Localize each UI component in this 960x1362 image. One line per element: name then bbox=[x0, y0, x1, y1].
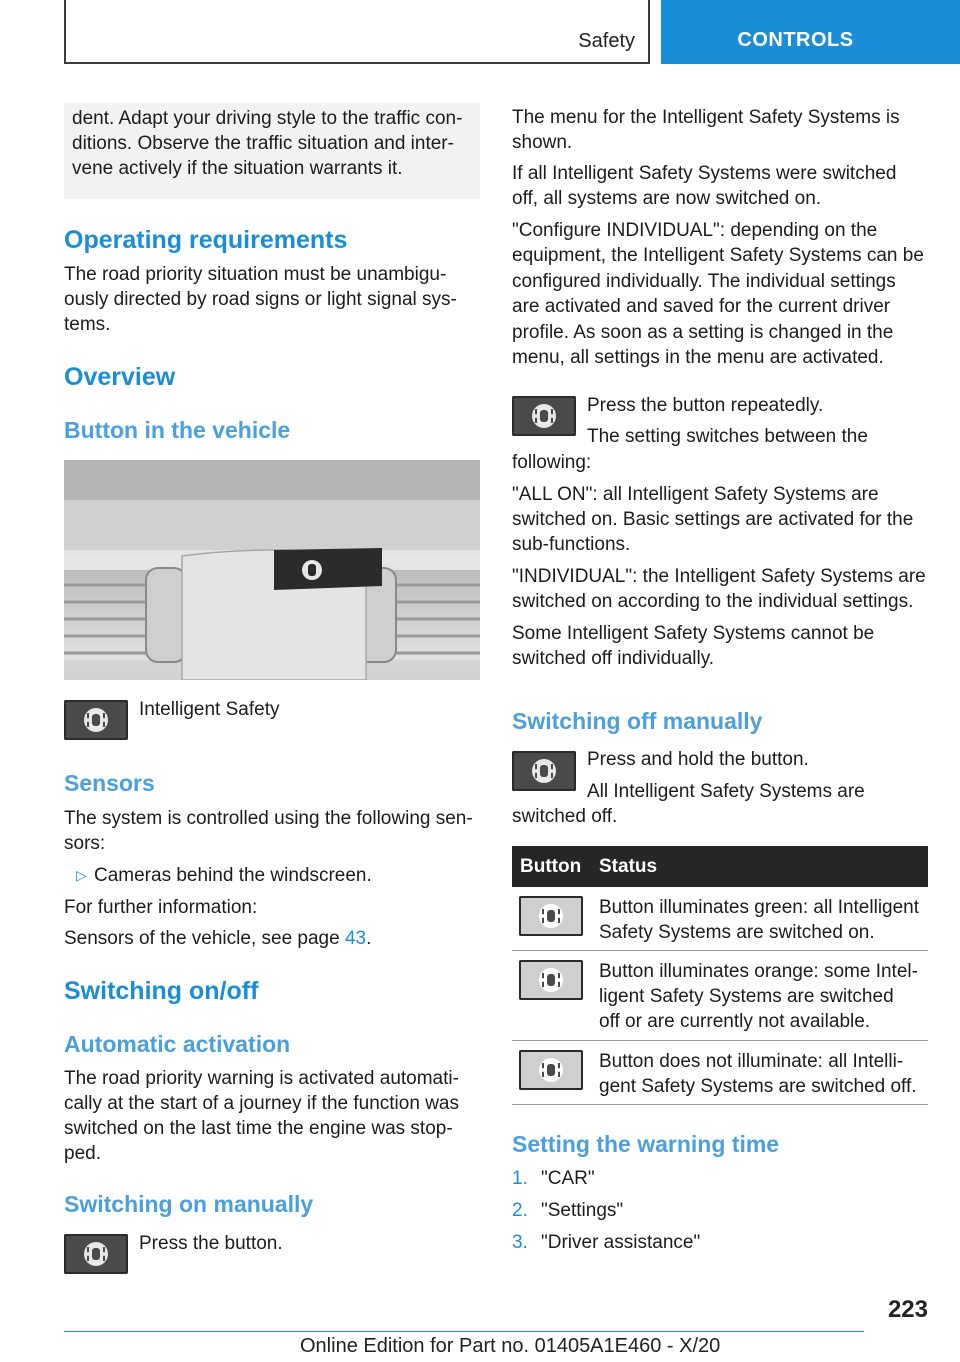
switches-between: The setting switches between the bbox=[587, 426, 868, 447]
table-row bbox=[512, 951, 928, 1041]
note-line-3: vene actively if the situation warrants it. bbox=[72, 158, 403, 179]
vehicle-button-photo bbox=[64, 460, 480, 680]
auto-line-2: cally at the start of a journey if the function was bbox=[64, 1093, 459, 1114]
manual-on-text: Press the button. bbox=[139, 1233, 283, 1254]
configure-line-1: "Configure INDIVIDUAL": depending on the bbox=[512, 220, 878, 241]
step-3-text: "Driver assistance" bbox=[541, 1232, 701, 1253]
individual-line-2: switched on according to the individual settings. bbox=[512, 591, 914, 612]
heading-sensors: Sensors bbox=[64, 770, 155, 796]
all-on-line-3: sub-functions. bbox=[512, 534, 631, 555]
individual-line-1: "INDIVIDUAL": the Intelligent Safety Systems are bbox=[512, 566, 926, 587]
header-left-border bbox=[64, 0, 66, 64]
heading-automatic-activation: Automatic activation bbox=[64, 1031, 291, 1057]
op-req-line-3: tems. bbox=[64, 314, 111, 335]
header-section: Safety bbox=[578, 30, 635, 52]
row1-line2: Safety Systems are switched on. bbox=[599, 922, 875, 943]
button-status-table bbox=[512, 846, 928, 1105]
step-2-number: 2. bbox=[512, 1200, 528, 1221]
row1-line1: Button illuminates green: all Intelligent bbox=[599, 897, 920, 918]
press-and-hold: Press and hold the button. bbox=[587, 749, 809, 770]
configure-line-4: are activated and saved for the current driver bbox=[512, 296, 891, 317]
button-green-icon bbox=[519, 896, 583, 936]
note-line-1: dent. Adapt your driving style to the traffic con- bbox=[72, 108, 463, 129]
table-row bbox=[512, 887, 928, 951]
row2-line3: off or are currently not available. bbox=[599, 1011, 871, 1032]
following: following: bbox=[512, 452, 592, 473]
safety-button-icon-hold bbox=[512, 751, 576, 791]
heading-switching-on-manually: Switching on manually bbox=[64, 1191, 314, 1217]
page-link-43[interactable]: 43 bbox=[344, 928, 367, 949]
sensors-reference: Sensors of the vehicle, see page 43. bbox=[64, 928, 372, 949]
configure-line-2: equipment, the Intelligent Safety Systems can be bbox=[512, 245, 924, 266]
all-on-line-2: switched on. Basic settings are activated for the bbox=[512, 509, 914, 530]
row2-line2: ligent Safety Systems are switched bbox=[599, 986, 894, 1007]
row3-line2: gent Safety Systems are switched off. bbox=[599, 1076, 917, 1097]
safety-button-icon-on bbox=[64, 1234, 128, 1274]
table-header bbox=[512, 846, 928, 887]
heading-switching-on-off: Switching on/off bbox=[64, 977, 259, 1005]
menu-line-2: shown. bbox=[512, 132, 573, 153]
sensors-bullet-item: Cameras behind the windscreen. bbox=[94, 865, 372, 886]
row2-line1: Button illuminates orange: some Intel- bbox=[599, 961, 918, 982]
all-on-line-1: "ALL ON": all Intelligent Safety Systems are bbox=[512, 484, 879, 505]
col-button-header: Button bbox=[520, 856, 582, 877]
press-repeatedly: Press the button repeatedly. bbox=[587, 395, 824, 416]
op-req-line-1: The road priority situation must be unambigu- bbox=[64, 264, 447, 285]
op-req-line-2: ously directed by road signs or light signal sys- bbox=[64, 289, 457, 310]
some-line-1: Some Intelligent Safety Systems cannot be bbox=[512, 623, 875, 644]
step-1-text: "CAR" bbox=[541, 1168, 595, 1189]
all-off-line-2: off, all systems are now switched on. bbox=[512, 188, 822, 209]
header-chapter: CONTROLS bbox=[661, 0, 960, 64]
sensors-line-1: The system is controlled using the following sen- bbox=[64, 808, 473, 829]
button-caption: Intelligent Safety bbox=[139, 699, 280, 720]
heading-overview: Overview bbox=[64, 363, 176, 391]
button-orange-icon bbox=[519, 960, 583, 1000]
footer-rule bbox=[64, 1331, 864, 1332]
note-line-2: ditions. Observe the traffic situation and inter- bbox=[72, 133, 454, 154]
heading-operating-requirements: Operating requirements bbox=[64, 226, 348, 254]
configure-line-3: configured individually. The individual settings bbox=[512, 271, 896, 292]
auto-line-4: ped. bbox=[64, 1143, 101, 1164]
all-off-text-2: switched off. bbox=[512, 806, 618, 827]
button-off-icon bbox=[519, 1050, 583, 1090]
col-status-header: Status bbox=[599, 856, 658, 877]
auto-line-3: switched on the last time the engine was stop- bbox=[64, 1118, 453, 1139]
intelligent-safety-button-icon bbox=[64, 700, 128, 740]
page-number: 223 bbox=[887, 1296, 928, 1323]
menu-line-1: The menu for the Intelligent Safety Systems is bbox=[512, 107, 900, 128]
sensors-line-2: sors: bbox=[64, 833, 106, 854]
all-off-text-1: All Intelligent Safety Systems are bbox=[587, 781, 865, 802]
configure-line-6: menu, all settings in the menu are activated. bbox=[512, 347, 884, 368]
step-1-number: 1. bbox=[512, 1168, 528, 1189]
configure-line-5: profile. As soon as a setting is changed in the bbox=[512, 322, 894, 343]
some-line-2: switched off individually. bbox=[512, 648, 715, 669]
bullet-triangle-icon: ▷ bbox=[76, 867, 87, 883]
auto-line-1: The road priority warning is activated automati- bbox=[64, 1068, 459, 1089]
heading-setting-warning-time: Setting the warning time bbox=[512, 1131, 780, 1157]
all-off-line-1: If all Intelligent Safety Systems were switched bbox=[512, 163, 897, 184]
safety-button-icon-repeat bbox=[512, 396, 576, 436]
footer-edition: Online Edition for Part no. 01405A1E460 - X/20 bbox=[300, 1335, 721, 1357]
step-3-number: 3. bbox=[512, 1232, 528, 1253]
header-separator bbox=[648, 0, 650, 64]
further-info: For further information: bbox=[64, 897, 258, 918]
table-row bbox=[512, 1041, 928, 1105]
heading-button-in-vehicle: Button in the vehicle bbox=[64, 417, 291, 443]
row3-line1: Button does not illuminate: all Intelli- bbox=[599, 1051, 904, 1072]
header-bottom-border bbox=[64, 62, 648, 64]
step-2-text: "Settings" bbox=[541, 1200, 624, 1221]
heading-switching-off-manually: Switching off manually bbox=[512, 708, 763, 734]
